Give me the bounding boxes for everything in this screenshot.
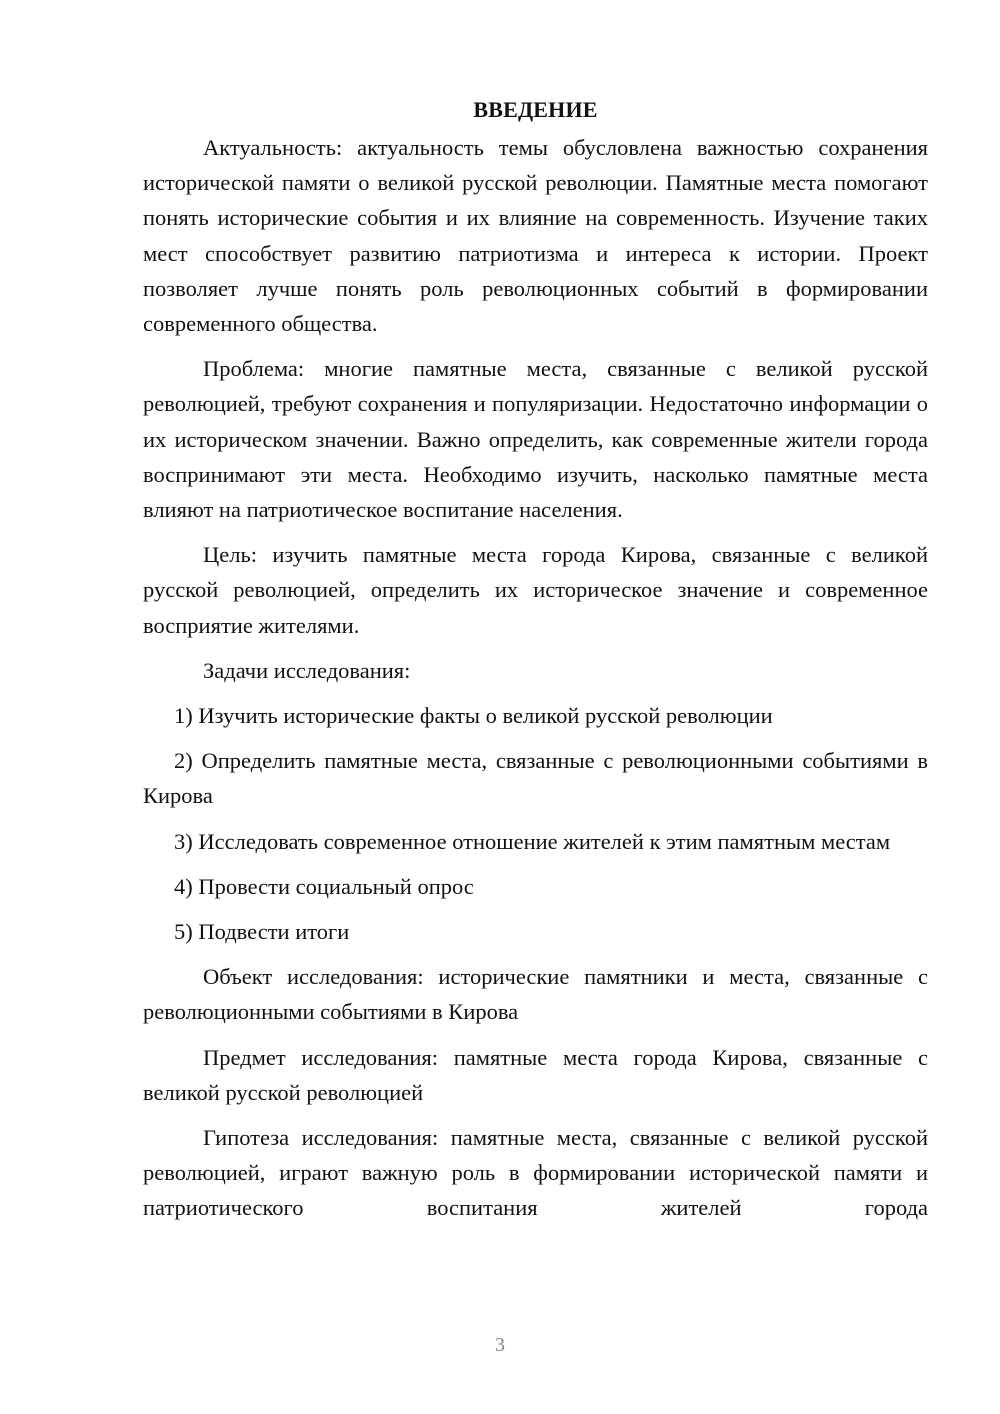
task-item-3: 3) Исследовать современное отношение жителей к этим памятным местам	[174, 828, 891, 854]
document-page	[143, 92, 928, 1236]
section-heading: ВВЕДЕНИЕ	[473, 97, 598, 122]
task-item-5: 5) Подвести итоги	[174, 919, 350, 945]
paragraph-subject: Предмет исследования: памятные места города Кирова, связанные с великой русской революцией	[143, 1044, 928, 1105]
task-item-1: 1) Изучить исторические факты о великой русской революции	[174, 703, 773, 729]
paragraph-object: Объект исследования: исторические памятники и места, связанные с революционными событиями в Кирова	[143, 964, 928, 1025]
task-item-2: 2) Определить памятные места, связанные с революционными событиями в Кирова	[143, 748, 928, 809]
tasks-title: Задачи исследования:	[203, 657, 411, 683]
page-number: 3	[495, 1334, 505, 1356]
task-item-4: 4) Провести социальный опрос	[174, 873, 474, 899]
paragraph-problem: Проблема: многие памятные места, связанные с великой русской революцией, требуют сохранения и популяризации. Недостаточно информации о их историческом значении. Важно определить, как современные жители города воспринимают эти места. Необходимо изучить, насколько памятные места влияют на патриотическое воспитание населения.	[143, 356, 928, 523]
paragraph-relevance: Актуальность: актуальность темы обусловлена важностью сохранения исторической памяти о великой русской революции. Памятные места помогают понять исторические события и их влияние на современность. Изучение таких мест способствует развитию патриотизма и интереса к истории. Проект позволяет лучше понять роль революционных событий в формировании современного общества.	[143, 135, 928, 337]
paragraph-hypothesis: Гипотеза исследования: памятные места, связанные с великой русской революцией, играют важную роль в формировании исторической памяти и патриотического воспитания жителей города	[143, 1125, 928, 1221]
paragraph-goal: Цель: изучить памятные места города Кирова, связанные с великой русской революцией, определить их историческое значение и современное восприятие жителями.	[143, 542, 928, 638]
